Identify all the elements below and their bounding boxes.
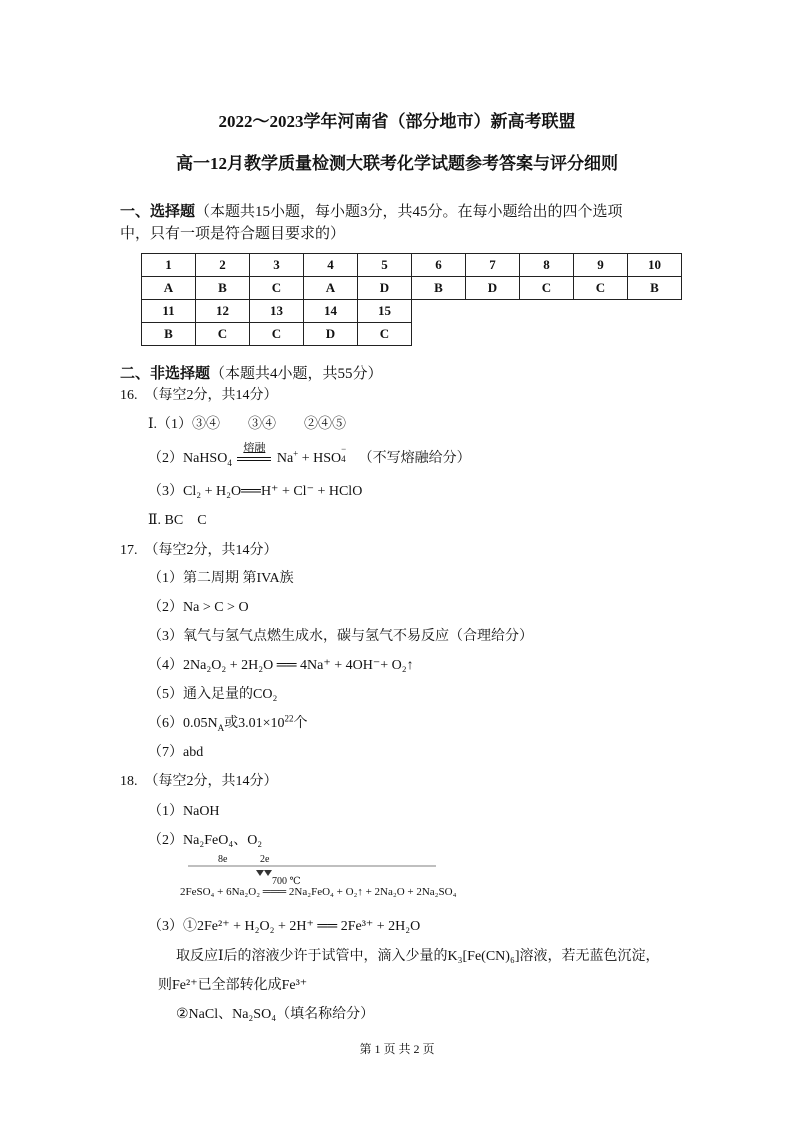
table-cell: C [196,323,250,346]
q18-line3: （3）①2Fe²⁺ + H₂O₂ + 2H⁺ ══ 2Fe³⁺ + 2H₂O [148,919,421,934]
table-blank [412,300,682,323]
q18-line1: （1）NaOH [148,804,220,819]
doc-title-line2: 高一12月教学质量检测大联考化学试题参考答案与评分细则 [176,154,618,173]
q17-l6-sup: 22 [284,713,294,724]
q18-line5: 则Fe²⁺已全部转化成Fe³⁺ [158,978,308,993]
q18-head: 18. （每空2分，共14分） [120,774,278,789]
table-cell: 8 [520,254,574,277]
q17-l6-rest: 或3.01×10 [224,716,285,731]
q16-l2-sup: + [293,448,299,459]
table-cell: 11 [142,300,196,323]
q17-line1: （1）第二周期 第IVA族 [148,571,294,586]
table-row [142,277,682,300]
table-cell: 7 [466,254,520,277]
answer-table [141,253,682,346]
section1-heading: 一、选择题 [120,204,196,220]
section1-header [120,200,623,221]
q17-l6-end: 个 [293,716,308,731]
double-line [237,457,271,461]
q16-line4: Ⅱ. BC C [148,513,207,528]
q16-head: 16. （每空2分，共14分） [120,388,278,403]
table-cell: C [574,277,628,300]
table-cell: B [628,277,682,300]
table-cell: D [304,323,358,346]
q16-line3: （3）Cl₂ + H₂O══H⁺ + Cl⁻ + HClO [148,484,363,499]
hso4-ion [341,444,349,464]
table-cell: D [466,277,520,300]
q17-l6-sub: A [217,722,225,733]
ion-sub: 4 [341,454,346,464]
section1-desc1: （本题共15小题，每小题3分，共45分。在每小题给出的四个选项 [195,204,623,220]
table-cell: 12 [196,300,250,323]
q16-line2 [148,442,471,468]
table-cell: 6 [412,254,466,277]
q16-l2-b: Na [273,451,294,466]
table-cell: C [358,323,412,346]
q17-l6-a: （6）0.05N [148,716,218,731]
table-cell: A [142,277,196,300]
table-cell: B [196,277,250,300]
page-footer: 第 1 页 共 2 页 [359,1042,435,1056]
section2-header [120,362,383,383]
table-cell: C [250,277,304,300]
electron-label-8e: 8e [218,854,228,865]
q17-line4: （4）2Na₂O₂ + 2H₂O ══ 4Na⁺ + 4OH⁻+ O₂↑ [148,658,414,673]
table-cell: 13 [250,300,304,323]
q16-line1: Ⅰ.（1）③④ ③④ ②④⑤ [148,417,347,432]
q16-l2-note: （不写熔融给分） [358,451,471,466]
table-cell: D [358,277,412,300]
section1-desc2: 中，只有一项是符合题目要求的） [120,226,346,242]
q16-l2-a: （2）NaHSO [148,451,228,466]
table-row [142,300,682,323]
q16-l2-c: + HSO [298,451,342,466]
table-blank [412,323,682,346]
reaction-formula: 2FeSO₄ + 6Na₂O₂ ═══ 2Na₂FeO₄ + O₂↑ + 2Na₂O + 2Na₂SO₄ [180,886,457,898]
table-cell: C [250,323,304,346]
table-row [142,254,682,277]
q16-l2-sub: 4 [227,457,232,468]
table-cell: A [304,277,358,300]
reaction-condition: 700 ℃ [272,876,301,887]
table-cell: 15 [358,300,412,323]
q18-line6: ②NaCl、Na₂SO₄（填名称给分） [176,1007,375,1022]
q17-line7: （7）abd [148,745,204,760]
table-cell: B [412,277,466,300]
q17-line6 [148,712,308,733]
q18-line4: 取反应Ⅰ后的溶液少许于试管中，滴入少量的K₃[Fe(CN)₆]溶液，若无蓝色沉淀， [176,949,660,964]
q17-line5: （5）通入足量的CO₂ [148,687,278,702]
ion-charge: − [341,444,347,454]
q18-line2: （2）Na₂FeO₄、O₂ [148,833,263,848]
melting-condition: 熔融 [243,442,266,454]
electron-label-2e: 2e [260,854,270,865]
table-cell: C [520,277,574,300]
table-cell: 1 [142,254,196,277]
table-cell: 5 [358,254,412,277]
table-cell: 4 [304,254,358,277]
table-row [142,323,682,346]
section2-desc: （本题共4小题，共55分） [210,366,383,382]
table-cell: 10 [628,254,682,277]
q17-line2: （2）Na > C > O [148,600,249,615]
table-cell: 2 [196,254,250,277]
q17-head: 17. （每空2分，共14分） [120,543,278,558]
table-cell: B [142,323,196,346]
q17-line3: （3）氧气与氢气点燃生成水，碳与氢气不易反应（合理给分） [148,629,533,644]
section2-heading: 二、非选择题 [120,366,211,382]
melting-arrow [235,442,273,467]
table-cell: 14 [304,300,358,323]
table-cell: 3 [250,254,304,277]
electron-transfer-equation [180,852,510,904]
doc-title-line1: 2022～2023学年河南省（部分地市）新高考联盟 [218,112,576,131]
table-cell: 9 [574,254,628,277]
